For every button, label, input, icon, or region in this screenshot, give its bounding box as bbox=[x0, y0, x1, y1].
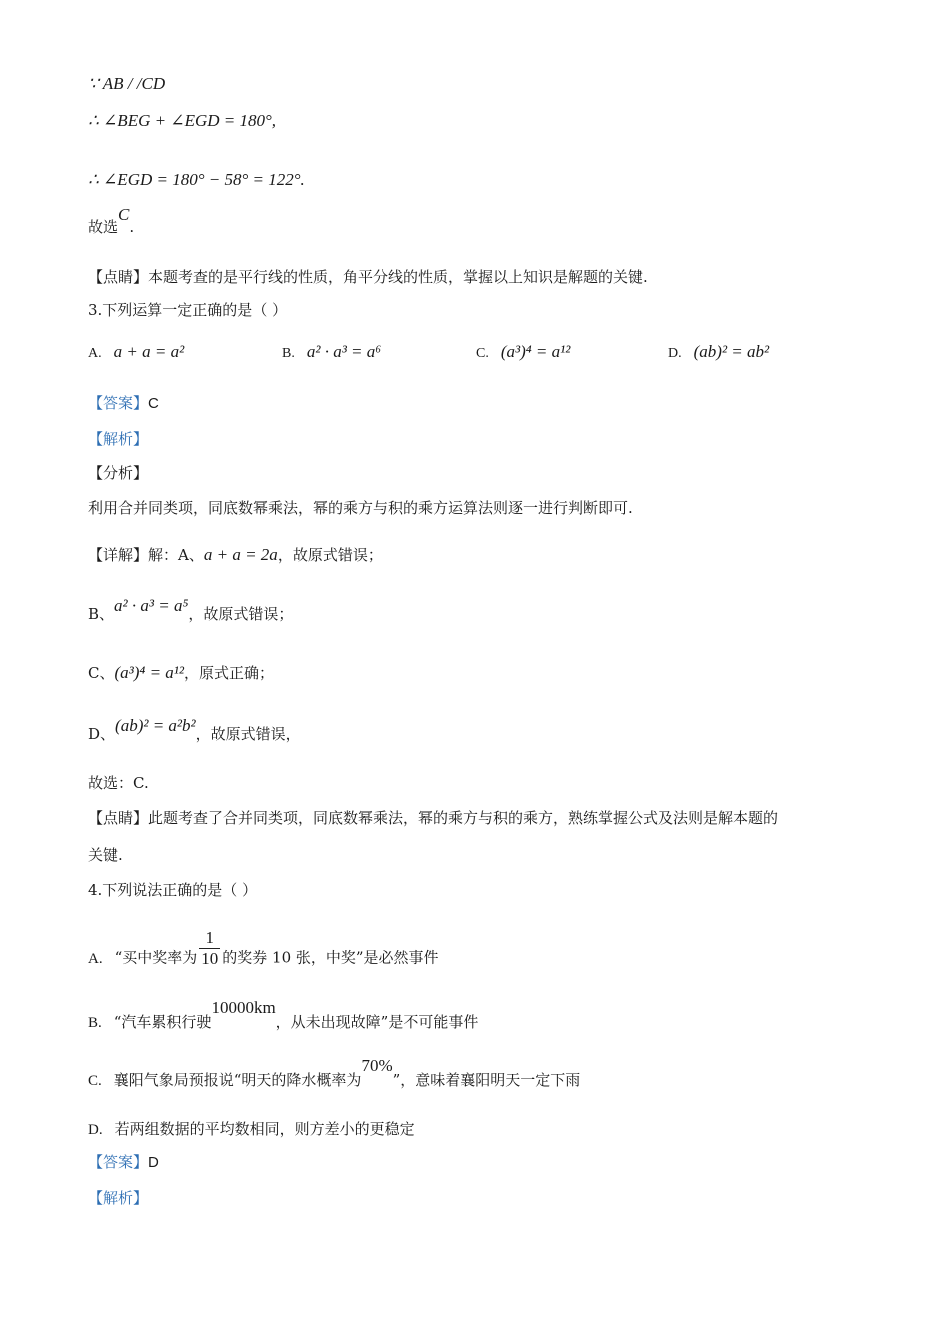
dianjing-line bbox=[88, 267, 648, 287]
q4-option-b-pre: “汽车累积行驶 bbox=[113, 1013, 212, 1031]
q4-option-a-fraction bbox=[199, 928, 220, 969]
q3-detail-tag: 【详解】 bbox=[88, 546, 149, 564]
q4-option-b-value: 10000km bbox=[211, 998, 276, 1017]
choose-end: . bbox=[129, 218, 135, 236]
q4-option-b-post: ，从未出现故障”是不可能事件 bbox=[275, 1013, 479, 1031]
q3-option-d-expr: (ab)² = ab² bbox=[693, 342, 770, 361]
q3-choose: 故选：C. bbox=[88, 774, 149, 792]
q3-detail-b-post: ，故原式错误； bbox=[188, 605, 294, 623]
q3-option-d-label: D. bbox=[668, 346, 682, 361]
q3-analysis-tag: 【解析】 bbox=[88, 430, 149, 448]
q3-option-b-expr: a² · a³ = a⁶ bbox=[306, 342, 382, 361]
q4-answer-line bbox=[88, 1152, 159, 1173]
q3-detail-b-pre: B、 bbox=[88, 605, 115, 623]
q4-option-c-post: ”，意味着襄阳明天一定下雨 bbox=[392, 1071, 581, 1089]
q4-option-d bbox=[88, 1119, 415, 1140]
q3-answer-tag: 【答案】 bbox=[88, 394, 149, 412]
q3-detail-b-expr: a² · a³ = a⁵ bbox=[114, 596, 189, 615]
q3-dianjing bbox=[88, 808, 778, 828]
q3-detail-a bbox=[88, 545, 383, 565]
q3-option-b bbox=[282, 342, 381, 362]
choose-text: 故选 bbox=[88, 218, 119, 236]
q3-detail-a-post: ，故原式错误； bbox=[277, 546, 383, 564]
q3-detail-c-expr: (a³)⁴ = a¹² bbox=[114, 663, 184, 682]
q3-detail-a-expr: a + a = 2a bbox=[203, 545, 278, 564]
q3-option-c-label: C. bbox=[476, 346, 489, 361]
q3-detail-c bbox=[88, 663, 274, 683]
q3-detail-c-pre: C、 bbox=[88, 664, 115, 682]
q3-fenxi-tag: 【分析】 bbox=[88, 464, 149, 482]
q3-answer-line bbox=[88, 393, 159, 414]
q3-detail-d-pre: D、 bbox=[88, 725, 116, 743]
q3-detail-d-post: ，故原式错误， bbox=[195, 725, 301, 743]
q4-option-a-pre: “买中奖率为 bbox=[114, 948, 198, 967]
q4-option-d-text: 若两组数据的平均数相同，则方差小的更稳定 bbox=[114, 1120, 415, 1138]
q4-stem: 4.下列说法正确的是（ ） bbox=[88, 881, 258, 899]
q3-dianjing-text: 此题考查了合并同类项，同底数幂乘法，幂的乘方与积的乘方，熟练掌握公式及法则是解本题的 bbox=[148, 809, 779, 827]
q4-option-a-numerator: 1 bbox=[199, 928, 220, 949]
dianjing-text: 本题考查的是平行线的性质，角平分线的性质，掌握以上知识是解题的关键. bbox=[148, 268, 648, 286]
q3-option-a bbox=[88, 342, 184, 362]
q4-option-b-label: B. bbox=[88, 1015, 102, 1031]
q3-detail-d-expr: (ab)² = a²b² bbox=[115, 716, 196, 735]
dianjing-tag: 【点睛】 bbox=[88, 268, 149, 286]
q3-option-a-label: A. bbox=[88, 346, 102, 361]
q3-detail-c-post: ，原式正确； bbox=[183, 664, 274, 682]
q4-option-c-value: 70% bbox=[361, 1056, 393, 1075]
q4-option-a-post: 的奖券 10 张，中奖”是必然事件 bbox=[222, 948, 439, 967]
q4-option-a-label: A. bbox=[88, 950, 103, 967]
choose-line bbox=[88, 205, 135, 237]
q3-option-c bbox=[476, 342, 570, 362]
proof-line-sum: ∴ ∠BEG + ∠EGD = 180°, bbox=[88, 111, 277, 130]
q3-detail-b bbox=[88, 596, 294, 624]
q4-option-a-denominator: 10 bbox=[201, 949, 219, 968]
q3-option-d bbox=[668, 342, 769, 362]
proof-line-parallel: ∵ AB / /CD bbox=[88, 74, 166, 93]
q3-dianjing-2: 关键. bbox=[88, 846, 123, 864]
q4-analysis-tag: 【解析】 bbox=[88, 1189, 149, 1207]
q3-option-c-expr: (a³)⁴ = a¹² bbox=[500, 342, 571, 361]
choose-letter: C bbox=[118, 205, 130, 224]
q4-answer: D bbox=[148, 1154, 159, 1171]
q3-detail-d bbox=[88, 716, 301, 744]
q3-answer: C bbox=[148, 395, 159, 412]
q3-fenxi-text: 利用合并同类项，同底数幂乘法，幂的乘方与积的乘方运算法则逐一进行判断即可. bbox=[88, 499, 633, 517]
q3-dianjing-tag: 【点睛】 bbox=[88, 809, 149, 827]
q3-detail-a-pre: 解：A、 bbox=[148, 546, 204, 564]
q4-option-c-label: C. bbox=[88, 1073, 102, 1089]
q3-stem: 3.下列运算一定正确的是（ ） bbox=[88, 301, 288, 319]
q3-option-b-label: B. bbox=[282, 346, 295, 361]
q4-option-c bbox=[88, 1056, 581, 1091]
proof-line-result: ∴ ∠EGD = 180° − 58° = 122°. bbox=[88, 170, 305, 189]
q4-option-d-label: D. bbox=[88, 1122, 103, 1138]
q3-option-a-expr: a + a = a² bbox=[113, 342, 185, 361]
q4-option-a bbox=[88, 928, 439, 979]
q4-answer-tag: 【答案】 bbox=[88, 1153, 149, 1171]
q4-option-c-pre: 襄阳气象局预报说“明天的降水概率为 bbox=[113, 1071, 362, 1089]
q4-option-b bbox=[88, 998, 479, 1033]
